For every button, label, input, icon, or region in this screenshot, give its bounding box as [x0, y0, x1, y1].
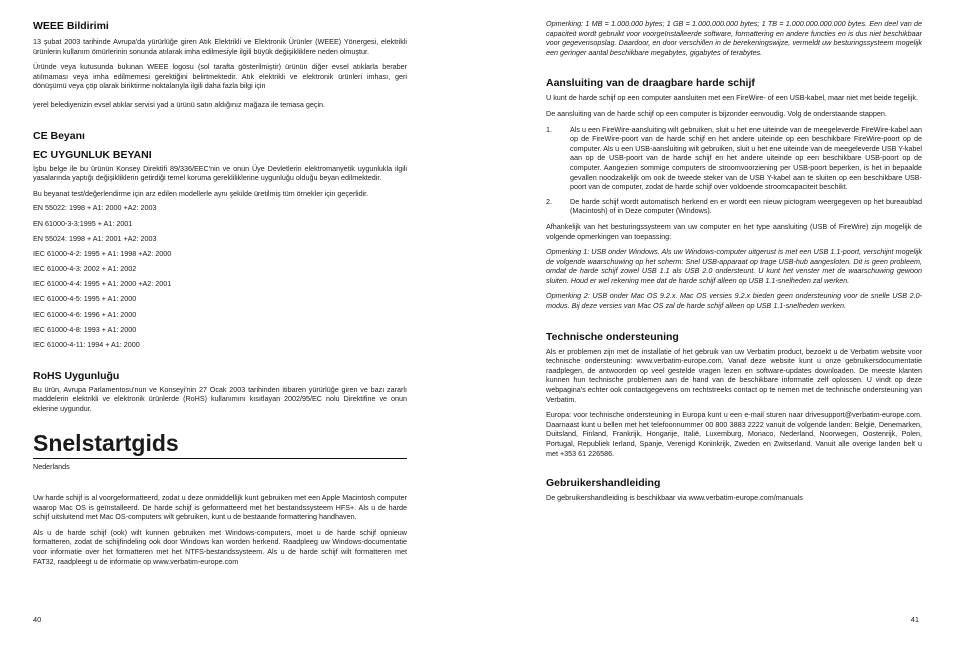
- standard-item: IEC 61000-4-4: 1995 + A1: 2000 +A2: 2001: [33, 279, 172, 289]
- weee-paragraph-1: 13 şubat 2003 tarihinde Avrupa'da yürürlüğe giren Atık Elektrikli ve Elektronik Ürünler (WEEE) Yönergesi, elektrikli ürünlerin kullanım ömürlerinin sonunda atılarak imha edilmesiyle ilgili büyük değişikliklere neden olmuştur.: [33, 37, 407, 56]
- list-item: [546, 197, 922, 216]
- weee-heading: WEEE Bildirimi: [33, 20, 109, 32]
- eu-paragraph-1: İşbu belge ile bu ürünün Konsey Direktifi 89/336/EEC'nin ve onun Üye Devletlerin elektromanyetik uygunlukla ilgili yasalarında yaptığı değişikliklerin getirdiği temel koruma gerekliliklerine uygunluğu olduğu beyan edilmektedir.: [33, 163, 407, 183]
- standard-item: IEC 61000-4-5: 1995 + A1: 2000: [33, 294, 137, 304]
- support-paragraph-1: Als er problemen zijn met de installatie of het gebruik van uw Verbatim product, bezoekt u de Verbatim website voor technische ondersteuning: www.verbatim-europe.com. Vanaf deze website kunt u onze gebruikersdocumentatie raadplegen, de antwoorden op veel gestelde vragen lezen en software-updates downloaden. De meeste klanten kunnen hun technische problemen aan de hand van de beschikbare informatie zelf oplossen. U vindt op deze webpagina's echter ook contactgegevens om rechtstreeks contact op te nemen met de technische ondersteuning van Verbatim.: [546, 346, 922, 404]
- weee-paragraph-3: yerel belediyenizin evsel atıklar servisi yad a ürünü satın aldığınız mağaza ile temasa geçin.: [33, 99, 326, 109]
- page-number-left: 40: [33, 615, 42, 624]
- manual-heading: Gebruikershandleiding: [546, 477, 661, 490]
- standards-list: [33, 203, 407, 349]
- list-item: [546, 125, 922, 192]
- standard-item: EN 55022: 1998 + A1: 2000 +A2: 2003: [33, 203, 157, 213]
- weee-paragraph-2: Üründe veya kutusunda bulunan WEEE logosu (sol tarafta gösterilmiştir) ürünün diğer evsel atıklarla beraber atılmaması veya imha edilmemesi gerektiğini belirtmektedir. Atık elektrikli ve elektronik ürünleri imhası, geri dönüşümü veya çöp olarak biriktirme noktalarıyla ilgili daha fazla bilgi için: [33, 62, 407, 91]
- bytes-note: Opmerking: 1 MB = 1.000.000 bytes; 1 GB = 1.000.000.000 bytes; 1 TB = 1.000.000.000.000 bytes. Een deel van de capaciteit wordt gebruikt voor voorgeïnstalleerde software, formattering en andere functies en is dus niet beschikbaar voor gegevensopslag. Daardoor, en door verschillen in de berekeningswijze, vermeldt uw besturingssysteem mogelijk een geringer aantal beschikbare megabytes, gigabytes of terabytes.: [546, 19, 922, 57]
- page-number-right: 41: [910, 615, 919, 624]
- eu-declaration-heading: EC UYGUNLUK BEYANI: [33, 148, 152, 161]
- connection-steps: [546, 125, 922, 216]
- standard-item: EN 55024: 1998 + A1: 2001 +A2: 2003: [33, 233, 157, 243]
- title-rule: [33, 458, 407, 459]
- standard-item: IEC 61000-4-3: 2002 + A1: 2002: [33, 264, 137, 274]
- connection-paragraph-1: U kunt de harde schijf op een computer aansluiten met een FireWire- of een USB-kabel, maar niet met beide tegelijk.: [546, 93, 918, 103]
- language-label: Nederlands: [33, 462, 70, 472]
- standard-item: EN 61000-3-3:1995 + A1: 2001: [33, 218, 133, 228]
- step-text: Als u een FireWire-aansluiting wilt gebruiken, sluit u het ene uiteinde van de meegeleverde FireWire-kabel aan op de FireWire-poort van de harde schijf en het andere uiteinde op een beschikbare FireWire-poort op de computer. Als u een USB-aansluiting wilt gebruiken, sluit u het ene uiteinde van de meegeleverde USB Y-kabel aan op de USB-poort van de harde schijf en het andere uiteinde op een beschikbare USB-poort op de computer. Aangezien sommige computers de stroomvoorziening per USB-poort beperken, is het in bepaalde gevallen noodzakelijk om ook de tweede steker van de USB Y-kabel aan te sluiten op een beschikbare USB-poort van de computer, zodat de harde schijf over voldoende stroomcapaciteit beschikt.: [570, 124, 923, 192]
- standard-item: IEC 61000-4-8: 1993 + A1: 2000: [33, 324, 137, 334]
- ce-heading: CE Beyanı: [33, 129, 85, 142]
- standard-item: IEC 61000-4-2: 1995 + A1: 1998 +A2: 2000: [33, 248, 172, 258]
- rohs-paragraph: Bu ürün, Avrupa Parlamentosu'nun ve Konseyi'nin 27 Ocak 2003 tarihinden itibaren yürürlüğe giren ve bazı zararlı maddelerin elektrikli ve elektronik ürünlerde (RoHS) kullanımını kısıtlayan 2002/95/EC nolu Direktifine ve onun eklerine uygundur.: [33, 384, 407, 413]
- manual-paragraph: De gebruikershandleiding is beschikbaar via www.verbatim-europe.com/manuals: [546, 493, 803, 503]
- usb-windows-note: Opmerking 1: USB onder Windows. Als uw Windows-computer uitgerust is met een USB 1.1-poort, verschijnt mogelijk de volgende waarschuwing op het scherm: Snel USB-apparaat op trage USB-hub aangesloten. Dit is geen probleem, omdat de harde schijf zowel USB 1.1 als USB 2.0 ondersteunt. U kunt het venster met de waarschuwing gewoon sluiten. Houd er wel rekening mee dat de harde schijf alleen op USB 1.1-snelheden zal werken.: [546, 247, 922, 285]
- standard-item: IEC 61000-4-11: 1994 + A1: 2000: [33, 340, 140, 350]
- connection-heading: Aansluiting van de draagbare harde schijf: [546, 77, 755, 90]
- rohs-heading: RoHS Uygunluğu: [33, 369, 120, 382]
- main-title: Snelstartgids: [33, 430, 179, 457]
- step-number: 1.: [546, 124, 552, 134]
- os-paragraph: Afhankelijk van het besturingssysteem van uw computer en het type aansluiting (USB of FireWire) zijn mogelijk de volgende opmerkingen van toepassing:: [546, 221, 922, 241]
- eu-paragraph-2: Bu beyanat test/değerlendirme için arz edilen modellerle aynı şekilde üretilmiş tüm örnekler için geçerlidir.: [33, 188, 369, 198]
- right-page: [477, 0, 954, 655]
- support-heading: Technische ondersteuning: [546, 330, 679, 343]
- support-paragraph-2: Europa: voor technische ondersteuning in Europa kunt u een e-mail sturen naar drivesupport@verbatim-europe.com. Daarnaast kunt u bellen met het telefoonnummer 00 800 3883 2222 vanuit de volgende landen: België, Denemarken, Duitsland, Finland, Frankrijk, Hongarije, Italië, Luxemburg, Monaco, Nederland, Noorwegen, Oostenrijk, Polen, Portugal, Republiek Ierland, Spanje, Verenigd Koninkrijk, Zweden en Zwitserland. Vanuit alle overige landen belt u met +353 61 226586.: [546, 410, 922, 458]
- standard-item: IEC 61000-4-6: 1996 + A1: 2000: [33, 309, 137, 319]
- connection-paragraph-2: De aansluiting van de harde schijf op een computer is bijzonder eenvoudig. Volg de onderstaande stappen.: [546, 108, 887, 118]
- usb-mac-note: Opmerking 2: USB onder Mac OS 9.2.x. Mac OS versies 9.2.x bieden geen ondersteuning voor de snelle USB 2.0-modus. Bij deze versies van Mac OS zal de harde schijf alleen op USB 1.1-snelheden werken.: [546, 291, 922, 311]
- step-text: De harde schijf wordt automatisch herkend en er wordt een nieuw pictogram weergegeven op het bureaublad (Macintosh) of in Deze computer (Windows).: [570, 196, 922, 216]
- intro-paragraph-2: Als u de harde schijf (ook) wilt kunnen gebruiken met Windows-computers, moet u de harde schijf opnieuw formatteren, zodat de schijfindeling ook door Windows kan worden herkend. Raadpleeg uw Windows-documentatie voor informatie over het formatteren met het NTFS-bestandssysteem. Als u de harde schijf wilt formatteren met FAT32, raadpleegt u de informatie op www.verbatim-europe.com: [33, 527, 407, 566]
- intro-paragraph-1: Uw harde schijf is al voorgeformatteerd, zodat u deze onmiddellijk kunt gebruiken met een Apple Macintosh computer waarop Mac OS is geïnstalleerd. De harde schijf is geformatteerd met het bestandssysteem HFS+. Als u de harde schijf uitsluitend met Mac OS-computers wilt gebruiken, kunt u de bestaande formattering handhaven.: [33, 493, 407, 522]
- step-number: 2.: [546, 196, 552, 206]
